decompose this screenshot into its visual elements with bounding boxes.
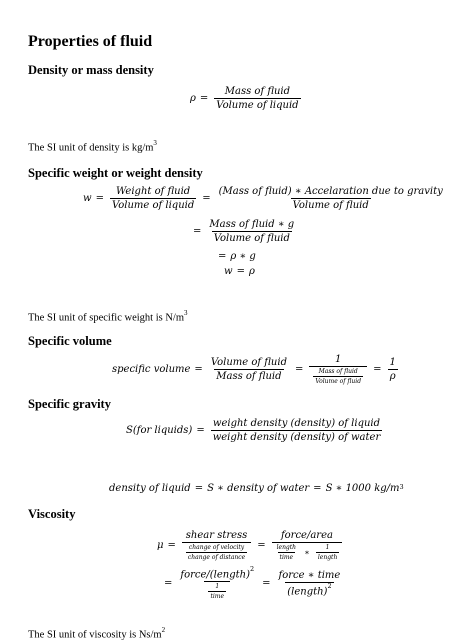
equation-specific-volume: specific volume = $\frac{\text{Volume of fluid}}{\text{Mass of fluid}}$ = $\frac{1}{\frac{\text{Mass of fluid}}{\text{Volume of fluid}}}$ = $\frac{1}{\rho}$ [112,354,396,385]
heading-specific-weight: Specific weight or weight density [28,166,203,180]
viscosity-unit-text: The SI unit of viscosity is $Ns/m^2$ [28,626,166,641]
fraction: $\frac{\text{Mass of fluid}}{\text{Volume of liquid}}$ [216,86,299,111]
equation-viscosity-1: μ = $\frac{\text{shear stress}}{\frac{\text{change of velocity}}{\text{change of distance}}}$ = force/area $\frac{\text{length}}{\text{time}}$ ∗ $\frac{1}{\text{length}}$ [157,530,344,561]
heading-viscosity: Viscosity [28,507,76,521]
specific-weight-unit-text: The SI unit of specific weight is $N/m^3$ [28,309,188,324]
equation-specific-weight-3: = ρ ∗ g [218,251,256,262]
density-unit-text: The SI unit of density is $kg/m^3$ [28,139,157,154]
heading-density: Density or mass density [28,63,154,77]
heading-specific-volume: Specific volume [28,334,112,348]
eq-lhs: ρ [190,93,196,104]
equation-specific-weight-2: = $\frac{\text{Mass of fluid ∗ g}}{\text{Volume of fluid}}$ [193,219,295,244]
page-title: Properties of fluid [28,33,153,50]
equation-specific-gravity: S(for liquids) = $\frac{\text{weight density (density) of liquid}}{\text{weight density (density) of water}}$ [126,418,381,443]
equation-viscosity-2: = $\frac{force/(length)^2}{\frac{1}{\text{time}}}$ = $\frac{\text{force ∗ time}}{(length)^2}$ [164,565,341,601]
equation-density-of-liquid: density of liquid = S ∗ density of water = S ∗ 1000 kg/m $^3$ [109,482,404,494]
equation-specific-weight-1: w = $\frac{\text{Weight of fluid}}{\text{Volume of liquid}}$ = $\frac{\text{(Mass of fluid) ∗ Accelaration due to gravity}}{\text{Volume of fluid}}$ [83,186,443,211]
heading-specific-gravity: Specific gravity [28,397,111,411]
equation-density: ρ = $\frac{\text{Mass of fluid}}{\text{Volume of liquid}}$ [190,86,299,111]
equation-specific-weight-4: w = ρ [224,266,255,277]
